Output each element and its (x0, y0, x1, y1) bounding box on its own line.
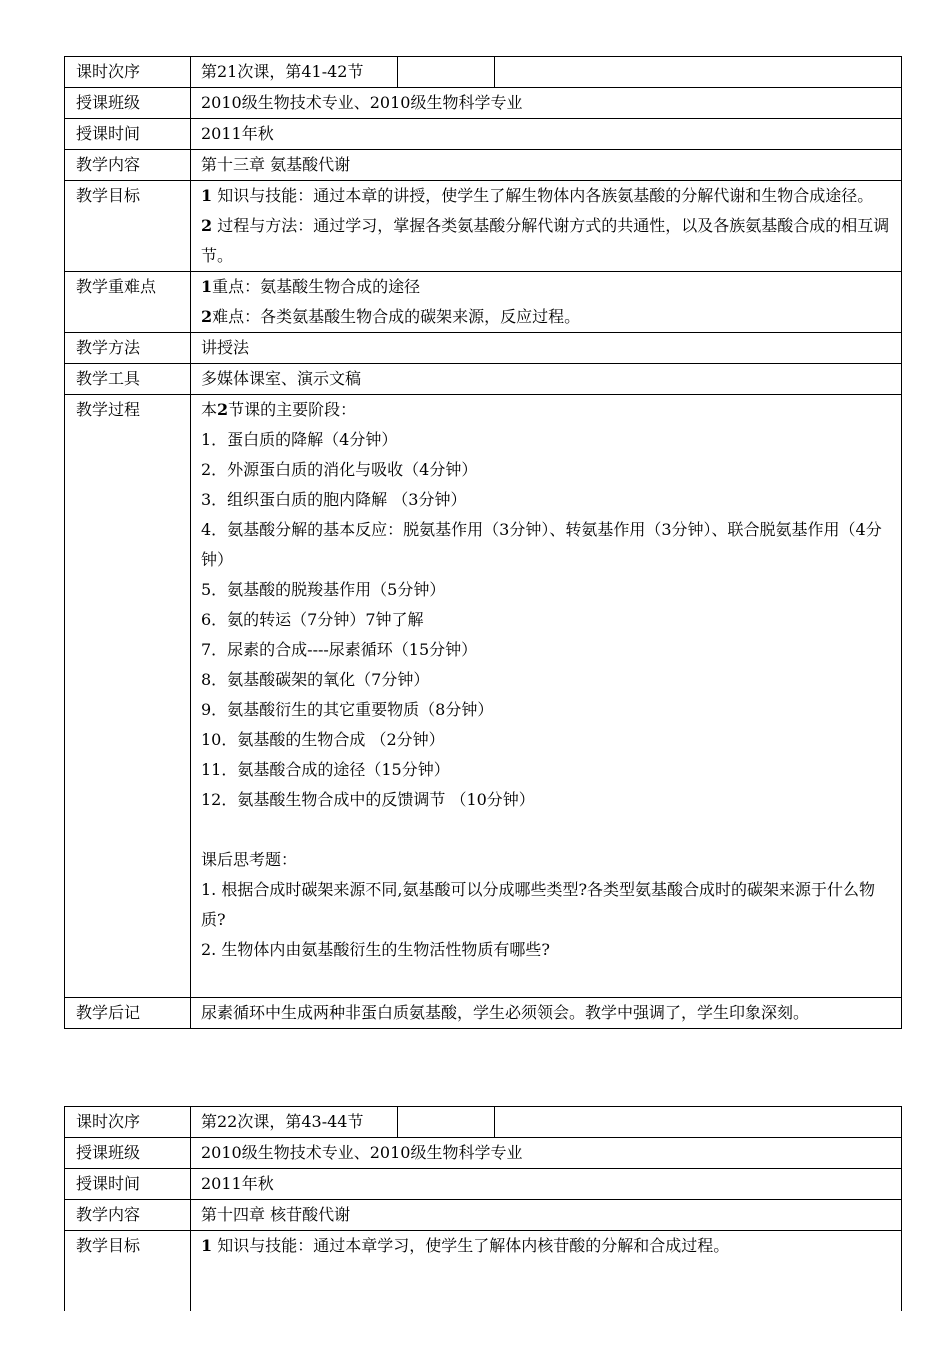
process-step: 6．氨的转运（7分钟）7钟了解 (201, 610, 424, 629)
value-content: 第十四章 核苷酸代谢 (191, 1200, 902, 1231)
objective-1: 1 知识与技能：通过本章的讲授，使学生了解生物体内各族氨基酸的分解代谢和生物合成途径。 (201, 186, 874, 205)
label-key-points: 教学重难点 (65, 272, 191, 333)
key-point-2: 2难点：各类氨基酸生物合成的碳架来源，反应过程。 (201, 307, 581, 326)
spacer (201, 965, 891, 997)
key-point-1: 1重点：氨基酸生物合成的途径 (201, 277, 421, 296)
process-step: 8．氨基酸碳架的氧化（7分钟） (201, 670, 430, 689)
row-content (65, 1200, 902, 1231)
label-tools: 教学工具 (65, 364, 191, 395)
process-step: 7．尿素的合成----尿素循环（15分钟） (201, 640, 478, 659)
value-lesson-sequence: 第22次课，第43-44节 (201, 1112, 364, 1131)
value-class: 2010级生物技术专业、2010级生物科学专业 (191, 1138, 902, 1169)
value-time: 2011年秋 (191, 119, 902, 150)
label-class: 授课班级 (65, 1138, 191, 1169)
row-reflection (65, 998, 902, 1029)
label-reflection: 教学后记 (65, 998, 191, 1029)
process-step: 3．组织蛋白质的胞内降解 （3分钟） (201, 490, 467, 509)
row-method (65, 333, 902, 364)
value-content: 第十三章 氨基酸代谢 (191, 150, 902, 181)
row-class (65, 88, 902, 119)
label-objectives: 教学目标 (65, 1231, 191, 1312)
process-step: 10．氨基酸的生物合成 （2分钟） (201, 730, 445, 749)
label-lesson-sequence: 课时次序 (65, 57, 191, 88)
process-step: 12．氨基酸生物合成中的反馈调节 （10分钟） (201, 790, 535, 809)
label-objectives: 教学目标 (65, 181, 191, 272)
label-content: 教学内容 (65, 1200, 191, 1231)
label-lesson-sequence: 课时次序 (65, 1107, 191, 1138)
process-intro: 本2节课的主要阶段： (201, 400, 357, 419)
questions-title: 课后思考题： (201, 850, 298, 869)
empty-cell (397, 1107, 495, 1137)
label-class: 授课班级 (65, 88, 191, 119)
row-time (65, 1169, 902, 1200)
value-reflection: 尿素循环中生成两种非蛋白质氨基酸，学生必须领会。教学中强调了，学生印象深刻。 (191, 998, 902, 1029)
row-class (65, 1138, 902, 1169)
row-lesson-sequence (65, 1107, 902, 1138)
label-time: 授课时间 (65, 119, 191, 150)
lesson-plan-table-22 (64, 1106, 902, 1311)
empty-cell (397, 57, 495, 87)
value-method: 讲授法 (191, 333, 902, 364)
process-step: 5．氨基酸的脱羧基作用（5分钟） (201, 580, 446, 599)
label-process: 教学过程 (65, 395, 191, 998)
process-step: 9．氨基酸衍生的其它重要物质（8分钟） (201, 700, 494, 719)
process-step: 2．外源蛋白质的消化与吸收（4分钟） (201, 460, 478, 479)
lesson-plan-table-21 (64, 56, 902, 1029)
label-method: 教学方法 (65, 333, 191, 364)
row-lesson-sequence (65, 57, 902, 88)
question-1: 1. 根据合成时碳架来源不同,氨基酸可以分成哪些类型?各类型氨基酸合成时的碳架来源于什么物质? (201, 880, 876, 929)
row-process (65, 395, 902, 998)
value-tools: 多媒体课室、演示文稿 (191, 364, 902, 395)
row-tools (65, 364, 902, 395)
spacer (201, 815, 891, 845)
objective-1: 1 知识与技能：通过本章学习，使学生了解体内核苷酸的分解和合成过程。 (201, 1236, 730, 1255)
row-objectives (65, 181, 902, 272)
row-content (65, 150, 902, 181)
value-class: 2010级生物技术专业、2010级生物科学专业 (191, 88, 902, 119)
process-step: 1．蛋白质的降解（4分钟） (201, 430, 398, 449)
question-2: 2. 生物体内由氨基酸衍生的生物活性物质有哪些? (201, 940, 550, 959)
label-content: 教学内容 (65, 150, 191, 181)
value-time: 2011年秋 (191, 1169, 902, 1200)
row-objectives (65, 1231, 902, 1312)
row-time (65, 119, 902, 150)
objective-2: 2 过程与方法：通过学习，掌握各类氨基酸分解代谢方式的共通性，以及各族氨基酸合成的相互调节。 (201, 216, 890, 265)
row-key-points (65, 272, 902, 333)
value-lesson-sequence: 第21次课，第41-42节 (201, 62, 364, 81)
process-step: 4．氨基酸分解的基本反应：脱氨基作用（3分钟）、转氨基作用（3分钟）、联合脱氨基作用（4分钟） (201, 520, 882, 569)
label-time: 授课时间 (65, 1169, 191, 1200)
process-step: 11．氨基酸合成的途径（15分钟） (201, 760, 450, 779)
